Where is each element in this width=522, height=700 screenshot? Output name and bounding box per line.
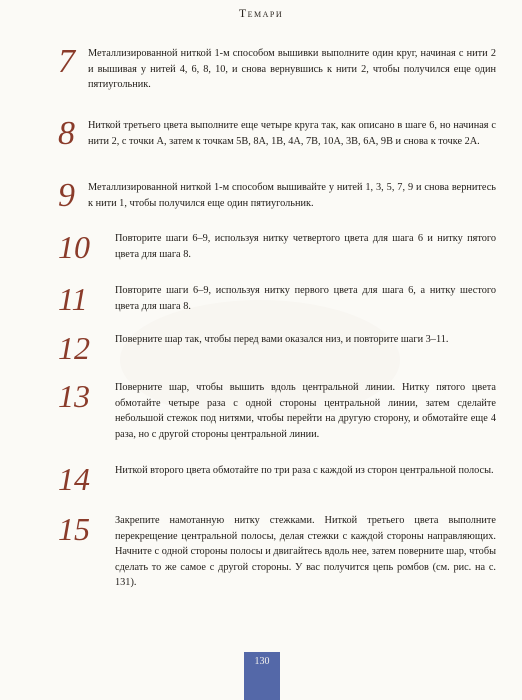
page-number: 130	[254, 656, 270, 667]
step-13	[58, 380, 496, 442]
step-7	[58, 43, 496, 93]
step-text: Металлизированной ниткой 1-м способом вышивайте у нитей 1, 3, 5, 7, 9 и снова вернитесь к нити 1, чтобы получился еще один пятиугольник.	[88, 182, 496, 209]
step-number: 12	[58, 330, 90, 366]
step-number: 7	[58, 43, 75, 80]
step-number: 14	[58, 461, 90, 497]
step-text: Закрепите намотанную нитку стежками. Ниткой третьего цвета выполните перекрещение центральной полосы, делая стежки с каждой стороны направляющих. Начните с одной стороны полосы и двигайтесь вдоль нее, затем поверните шар, чтобы сделать то же самое с другой стороны. У вас получится цепь ромбов (см. рис. на с. 131).	[115, 515, 496, 588]
page-number-tab	[244, 652, 280, 700]
step-number: 13	[58, 378, 90, 414]
step-12	[58, 330, 496, 366]
step-text: Повторите шаги 6–9, используя нитку первого цвета для шага 6, а нитку шестого цвета для шага 8.	[115, 285, 496, 312]
step-number: 9	[58, 177, 75, 214]
step-14	[58, 461, 496, 497]
page-header: Темари	[238, 6, 284, 20]
step-8	[58, 115, 496, 152]
step-number: 10	[58, 229, 90, 265]
step-text: Ниткой третьего цвета выполните еще четыре круга так, как описано в шаге 6, но начиная с нити 2, с точки A, затем к точкам 5B, 8A, 1B, 4A, 7B, 10A, 3B, 6A, 9B и снова к точке 2A.	[88, 120, 496, 147]
step-text: Повторите шаги 6–9, используя нитку четвертого цвета для шага 6 и нитку пятого цвета для шага 8.	[115, 233, 496, 260]
step-text: Металлизированной ниткой 1-м способом вышивки выполните один круг, начиная с нити 2 и вышивая у нитей 4, 6, 8, 10, и снова вернувшись к нити 2, чтобы получился еще один пятиугольник.	[88, 48, 496, 90]
step-11	[58, 281, 496, 317]
step-number: 11	[58, 281, 88, 317]
step-15	[58, 513, 496, 591]
step-number: 15	[58, 511, 90, 547]
step-text: Поверните шар, чтобы вышить вдоль центральной линии. Нитку пятого цвета обмотайте четыре раза с одной стороны центральной линии, затем сделайте небольшой стежок под нитями, чтобы перейти на другую сторону, и обмотайте еще 4 раза, но с другой стороны центральной линии.	[115, 382, 496, 440]
step-10	[58, 229, 496, 265]
step-text: Ниткой второго цвета обмотайте по три раза с каждой из сторон центральной полосы.	[115, 465, 494, 476]
step-text: Поверните шар так, чтобы перед вами оказался низ, и повторите шаги 3–11.	[115, 334, 449, 345]
step-number: 8	[58, 115, 75, 152]
step-9	[58, 177, 496, 214]
